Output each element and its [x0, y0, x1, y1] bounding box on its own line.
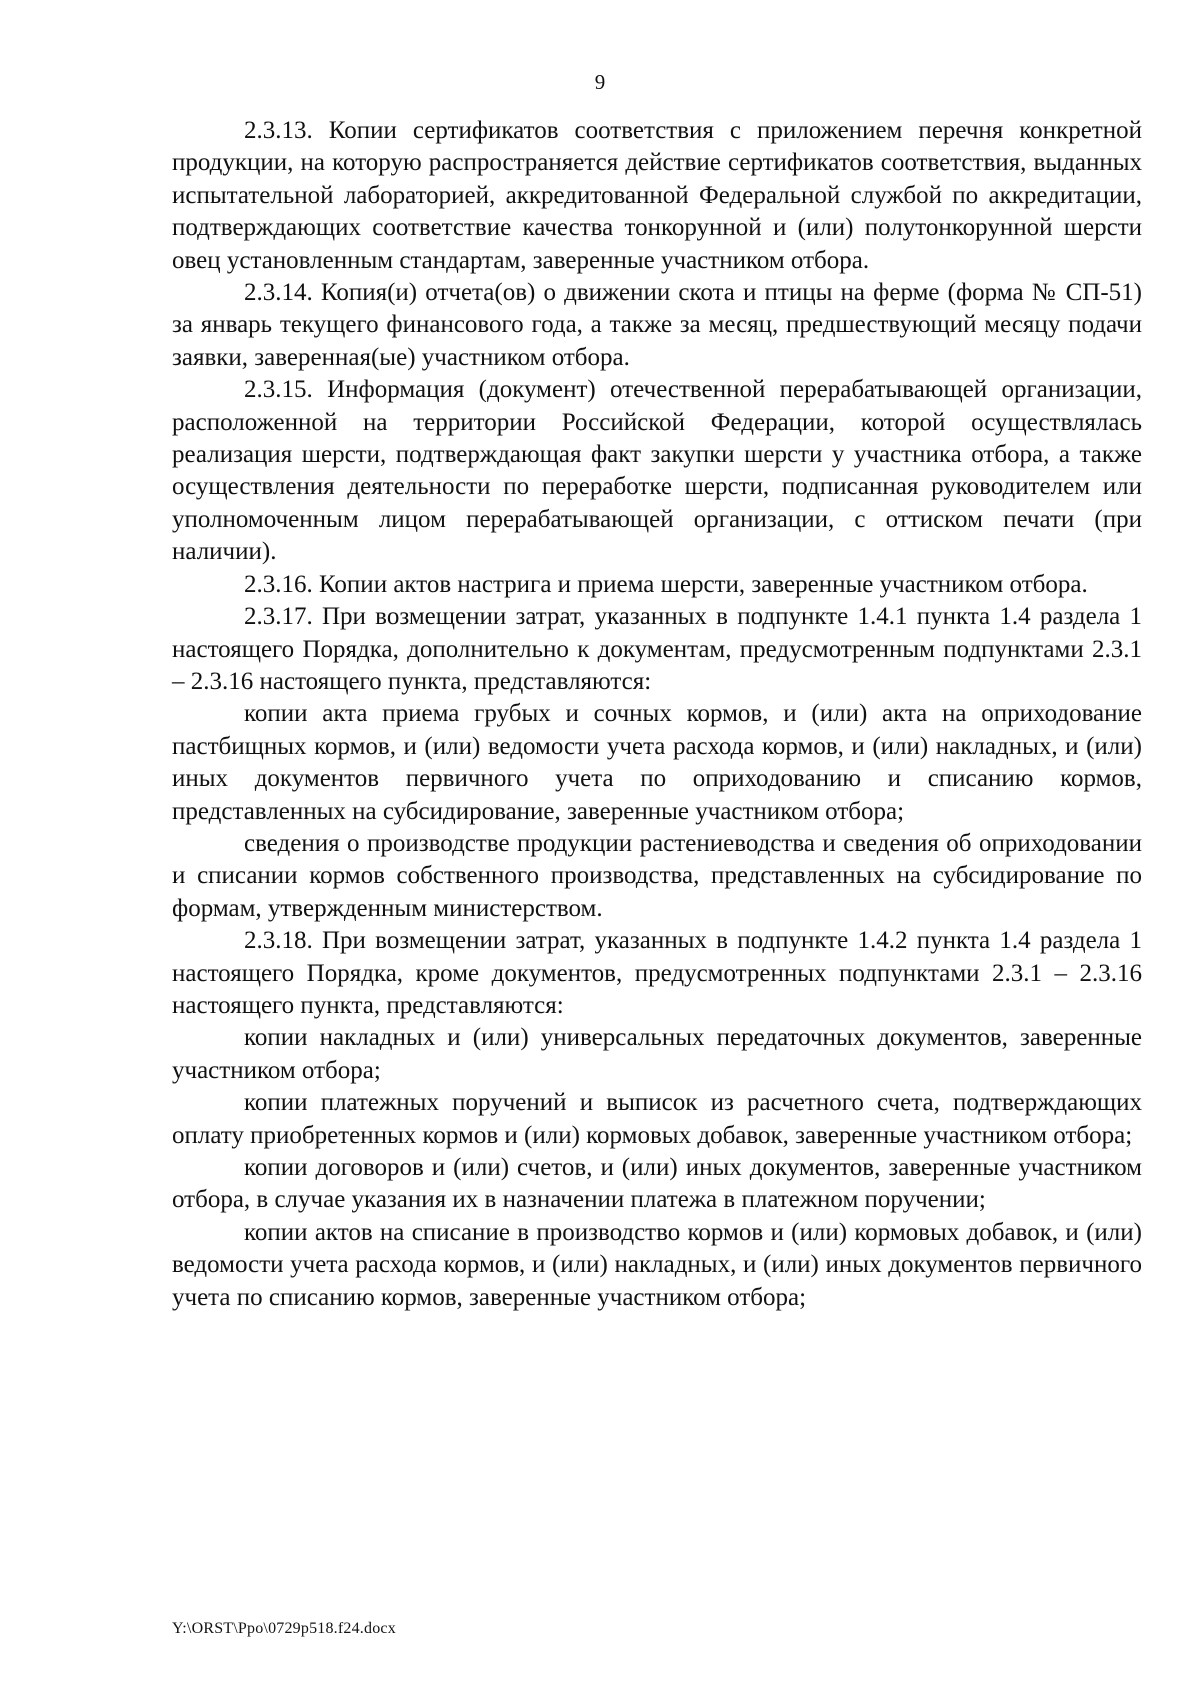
paragraph-2-3-17-item-1: копии акта приема грубых и сочных кормов, и (или) акта на оприходование пастбищных кормов, и (или) ведомости учета расхода кормов, и (или) накладных, и (или) иных документов первичного учета по оприходованию и списанию кормов, представленных на субсидирование, заверенные участником отбора; [172, 700, 1142, 825]
paragraph-2-3-18-item-1: копии накладных и (или) универсальных передаточных документов, заверенные участником отбора; [172, 1024, 1142, 1084]
paragraph-2-3-18-item-2: копии платежных поручений и выписок из расчетного счета, подтверждающих оплату приобретенных кормов и (или) кормовых добавок, заверенные участником отбора; [172, 1089, 1142, 1149]
paragraph-2-3-18: 2.3.18. При возмещении затрат, указанных в подпункте 1.4.2 пункта 1.4 раздела 1 настоящего Порядка, кроме документов, предусмотренных подпунктами 2.3.1 – 2.3.16 настоящего пункта, представляются: [172, 927, 1142, 1019]
paragraph-2-3-17: 2.3.17. При возмещении затрат, указанных в подпункте 1.4.1 пункта 1.4 раздела 1 настоящего Порядка, дополнительно к документам, предусмотренным подпунктами 2.3.1 – 2.3.16 настоящего пункта, представляются: [172, 603, 1142, 695]
document-body [172, 115, 1142, 1314]
paragraph-2-3-17-item-2: сведения о производстве продукции растениеводства и сведения об оприходовании и списании кормов собственного производства, представленных на субсидирование по формам, утвержденным министерством. [172, 829, 1142, 922]
page-number: 9 [594, 70, 606, 94]
paragraph-2-3-13: 2.3.13. Копии сертификатов соответствия с приложением перечня конкретной продукции, на которую распространяется действие сертификатов соответствия, выданных испытательной лабораторией, аккредитованной Федеральной службой по аккредитации, подтверждающих соответствие качества тонкорунной и (или) полутонкорунной шерсти овец установленным стандартам, заверенные участником отбора. [172, 117, 1142, 274]
footer-file-path: Y:\ORST\Ppo\0729p518.f24.docx [172, 1620, 396, 1637]
paragraph-2-3-18-item-4: копии актов на списание в производство кормов и (или) кормовых добавок, и (или) ведомости учета расхода кормов, и (или) накладных, и (или) иных документов первичного учета по списанию кормов, заверенные участником отбора; [172, 1218, 1142, 1311]
paragraph-2-3-16: 2.3.16. Копии актов настрига и приема шерсти, заверенные участником отбора. [244, 570, 1088, 598]
paragraph-2-3-14: 2.3.14. Копия(и) отчета(ов) о движении скота и птицы на ферме (форма № СП-51) за январь текущего финансового года, а также за месяц, предшествующий месяцу подачи заявки, заверенная(ые) участником отбора. [172, 279, 1142, 371]
paragraph-2-3-15: 2.3.15. Информация (документ) отечественной перерабатывающей организации, расположенной на территории Российской Федерации, которой осуществлялась реализация шерсти, подтверждающая факт закупки шерсти у участника отбора, а также осуществления деятельности по переработке шерсти, подписанная руководителем или уполномоченным лицом перерабатывающей организации, с оттиском печати (при наличии). [172, 376, 1142, 566]
paragraph-2-3-18-item-3: копии договоров и (или) счетов, и (или) иных документов, заверенные участником отбора, в случае указания их в назначении платежа в платежном поручении; [172, 1154, 1142, 1214]
